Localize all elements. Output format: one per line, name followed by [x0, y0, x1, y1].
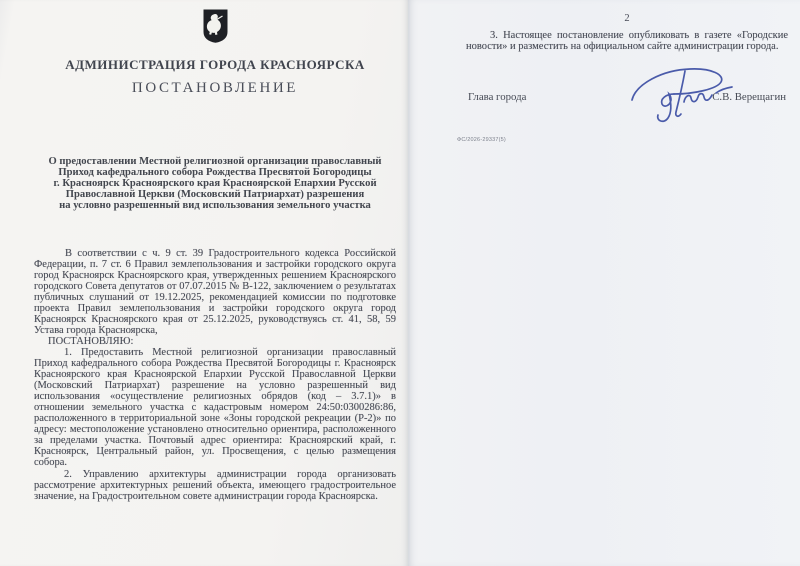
item-1-paragraph: 1. Предоставить Местной религиозной организации православный Приход кафедрального собора Рождества Пресвятой Богородицы г. Красноярск Красноярского края Красноярской Епархии Русской Православной Церкви (Московский Патриархат) разрешение на условно разрешенный вид использования «осуществление религиозных обрядов (код – 3.7.1)» в отношении земельного участка с кадастровым номером 24:50:0300286:86, расположенного в территориальной зоне «Зоны городской рекреации (Р-2)» по адресу: местоположение установлено относительно ориентира, расположенного за пределами участка. Почтовый адрес ориентира: Красноярский край, г. Красноярск, Центральный район, ул. Просвещения, с целью размещения собора. — [34, 347, 396, 468]
doc-title-line: Приход кафедрального собора Рождества Пресвятой Богородицы — [58, 167, 372, 178]
doc-title-line: Православной Церкви (Московский Патриархат) разрешения — [65, 189, 365, 200]
item-2-paragraph: 2. Управлению архитектуры администрации города организовать рассмотрение архитектурных решений объекта, имеющего градостроительное значение, на Градостроительном совете администрации города Красноярска. — [34, 469, 396, 502]
doc-code: ФС/2026-29337(5) — [457, 137, 506, 143]
item-3-paragraph: 3. Настоящее постановление опубликовать в газете «Городские новости» и разместить на официальном сайте администрации города. — [466, 30, 788, 52]
doc-type-heading: ПОСТАНОВЛЕНИЕ — [131, 80, 299, 96]
signature-ink-icon — [628, 64, 743, 126]
intro-paragraph: В соответствии с ч. 9 ст. 39 Градостроительного кодекса Российской Федерации, п. 7 ст. 6 Правил землепользования и застройки городского округа город Красноярск Красноярского края, утвержденных решением Красноярского городского Совета депутатов от 07.07.2015 № В-122, заключением о результатах публичных слушаний от 19.12.2025, рекомендацией комиссии по подготовке проекта Правил землепользования и застройки городского округа город Красноярск Красноярского края от 25.12.2025, руководствуясь ст. 41, 58, 59 Устава города Красноярска, — [34, 248, 396, 336]
page-number: 2 — [624, 13, 630, 24]
doc-title-line: О предоставлении Местной религиозной организации православный — [48, 156, 382, 167]
signer-name: С.В. Верещагин — [712, 91, 786, 103]
resolve-word: ПОСТАНОВЛЯЮ: — [48, 336, 134, 347]
signer-title: Глава города — [468, 91, 527, 103]
doc-title-line: г. Красноярск Красноярского края Красноярской Епархии Русской — [53, 178, 377, 189]
page-1-content — [0, 0, 408, 502]
org-name: АДМИНИСТРАЦИЯ ГОРОДА КРАСНОЯРСКА — [65, 57, 365, 72]
doc-title-line: на условно разрешенный вид использования земельного участка — [59, 200, 371, 211]
page-2 — [408, 0, 800, 566]
doc-title — [34, 156, 396, 211]
krasnoyarsk-coat-of-arms-icon — [202, 8, 229, 44]
